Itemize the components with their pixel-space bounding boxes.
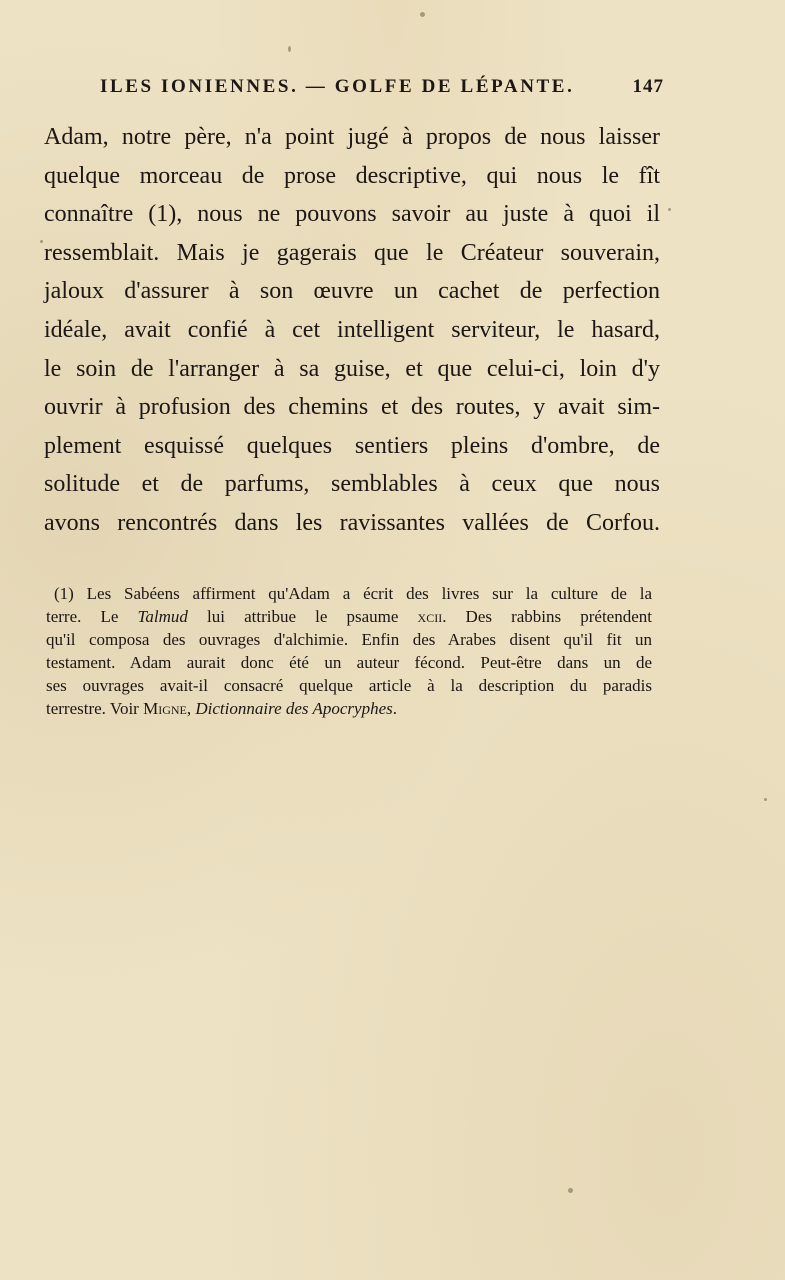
paper-speck <box>420 12 425 17</box>
text-line: ressemblait. Mais je gagerais que le Créateur souverain, <box>44 239 660 266</box>
footnote-text: terre. Le <box>46 607 138 626</box>
footnote-smallcaps: Migne <box>143 699 187 718</box>
text-line: le soin de l'arranger à sa guise, et que celui-ci, loin d'y <box>44 355 660 382</box>
footnote-smallcaps: xcii <box>417 607 443 626</box>
text-line: idéale, avait confié à cet intelligent serviteur, le hasard, <box>44 316 660 343</box>
text-line: quelque morceau de prose descriptive, qui nous le fît <box>44 162 660 189</box>
footnote-line <box>46 697 652 720</box>
paper-speck <box>568 1188 573 1193</box>
text-line: Adam, notre père, n'a point jugé à propos de nous laisser <box>44 124 660 150</box>
text-line: ouvrir à profusion des chemins et des routes, y avait sim- <box>44 394 660 421</box>
main-text <box>44 118 660 543</box>
footnote-line: (1) Les Sabéens affirment qu'Adam a écrit des livres sur la culture de la <box>54 584 652 603</box>
footnote-text: lui attribue le psaume <box>187 607 418 626</box>
footnote-line: qu'il composa des ouvrages d'alchimie. Enfin des Arabes disent qu'il fit un <box>46 630 652 649</box>
paper-speck <box>288 46 291 52</box>
footnote-text: terrestre. Voir <box>46 699 144 718</box>
text-line: avons rencontrés dans les ravissantes vallées de Corfou. <box>44 509 660 536</box>
paper-speck <box>764 798 767 801</box>
text-line: connaître (1), nous ne pouvons savoir au juste à quoi il <box>44 201 660 228</box>
text-line: plement esquissé quelques sentiers pleins d'ombre, de <box>44 432 660 459</box>
chapter-title: ILES IONIENNES. — GOLFE DE LÉPANTE. <box>100 76 575 97</box>
footnote-text: . <box>392 699 397 718</box>
footnote-text: . Des rabbins prétendent <box>442 607 652 626</box>
footnote-italic: Dictionnaire des Apocryphes <box>195 699 393 718</box>
page-number: 147 <box>632 76 664 97</box>
footnote-text: , <box>186 699 196 718</box>
footnote-line: testament. Adam aurait donc été un auteur fécond. Peut-être dans un de <box>46 653 652 672</box>
footnote <box>46 582 652 720</box>
text-line: jaloux d'assurer à son œuvre un cachet de perfection <box>44 278 660 305</box>
running-header <box>100 76 664 106</box>
footnote-italic: Talmud <box>137 607 188 626</box>
footnote-line: ses ouvrages avait-il consacré quelque article à la description du paradis <box>46 676 652 695</box>
text-line: solitude et de parfums, semblables à ceux que nous <box>44 471 660 498</box>
footnote-line <box>46 605 652 628</box>
paper-speck <box>668 208 671 211</box>
paper-speck <box>40 240 43 243</box>
